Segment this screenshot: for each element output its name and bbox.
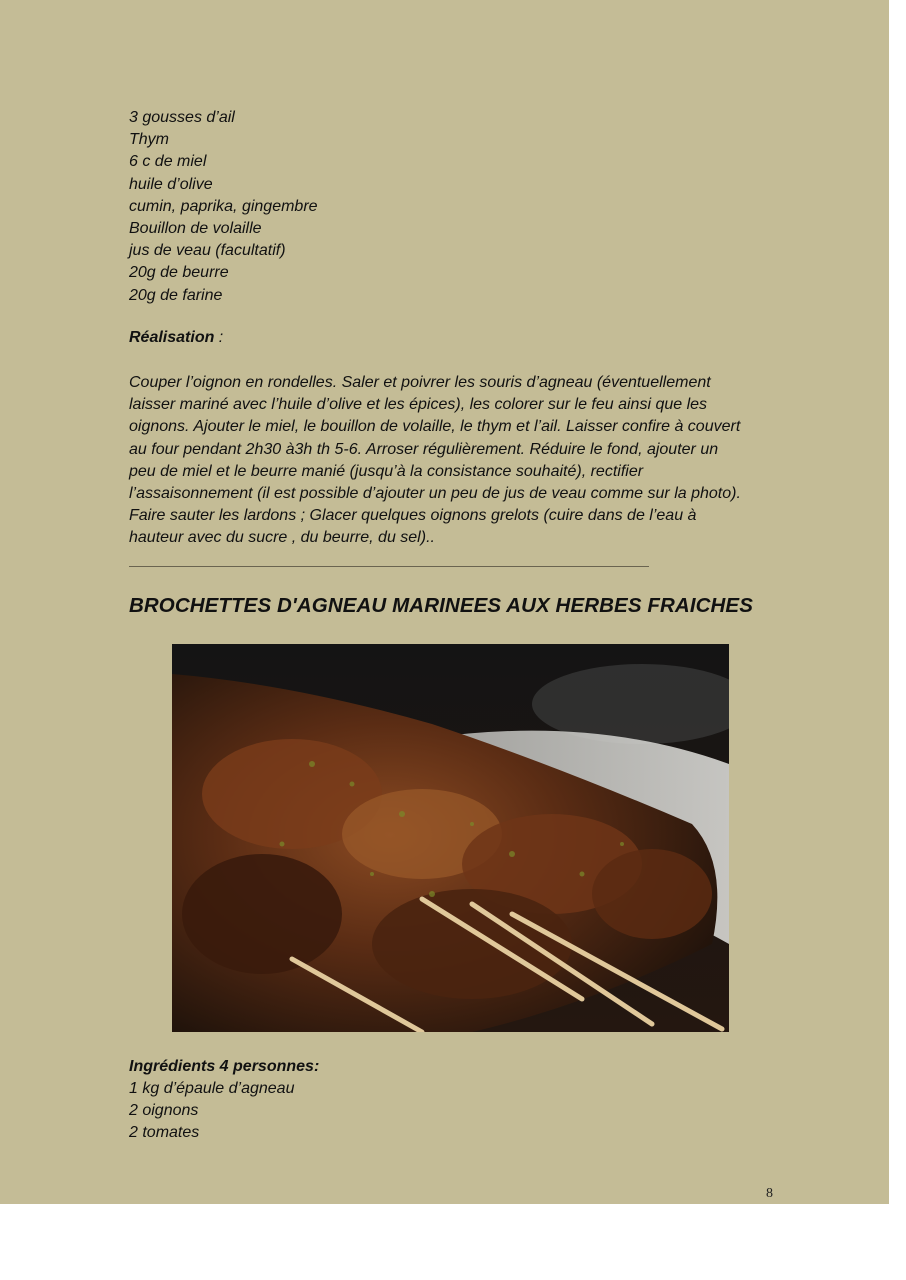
ingredient-list-bottom bbox=[129, 1078, 294, 1145]
ingredient-item: Bouillon de volaille bbox=[129, 220, 262, 238]
ingredient-item: 2 tomates bbox=[129, 1124, 200, 1142]
ingredient-item: 6 c de miel bbox=[129, 153, 207, 171]
ingredient-item: 2 oignons bbox=[129, 1102, 199, 1120]
ingredient-list-top bbox=[129, 107, 789, 307]
ingredient-item: Thym bbox=[129, 131, 169, 149]
realisation-text: Couper l’oignon en rondelles. Saler et poivrer les souris d’agneau (éventuellement laisser mariné avec l’huile d’olive et les épices), les colorer sur le feu ainsi que les oignons. Ajouter le miel, le bouillon de volaille, le thym et l’ail. Laisser confire à couvert au four pendant 2h30 à3h th 5-6. Arroser régulièrement. Réduire le fond, ajouter un peu de miel et le beurre manié (jusqu’à la consistance souhaité), rectifier l’assaisonnement (il est possible d’ajouter un peu de jus de veau comme sur la photo). Faire sauter les lardons ; Glacer quelques oignons grelots (cuire dans de l’eau à hauteur avec du sucre , du beurre, du sel).. bbox=[129, 374, 741, 547]
lamb-skewers-image bbox=[172, 644, 729, 1032]
ingredient-item: jus de veau (facultatif) bbox=[129, 242, 286, 260]
recipe-title: BROCHETTES D'AGNEAU MARINEES AUX HERBES FRAICHES bbox=[129, 594, 753, 617]
ingredients-heading: Ingrédients 4 personnes: bbox=[129, 1058, 320, 1075]
recipe-photo bbox=[172, 644, 729, 1032]
ingredient-item: 20g de beurre bbox=[129, 264, 229, 282]
ingredient-item: huile d’olive bbox=[129, 175, 213, 193]
section-divider bbox=[129, 566, 649, 567]
ingredient-item: cumin, paprika, gingembre bbox=[129, 197, 318, 215]
ingredient-item: 3 gousses d’ail bbox=[129, 109, 235, 126]
ingredient-item: 1 kg d’épaule d’agneau bbox=[129, 1080, 295, 1097]
ingredient-item: 20g de farine bbox=[129, 286, 223, 304]
realisation-heading bbox=[129, 327, 223, 349]
page-number: 8 bbox=[766, 1186, 773, 1201]
realisation-suffix: : bbox=[214, 329, 224, 346]
realisation-label: Réalisation bbox=[129, 329, 215, 346]
